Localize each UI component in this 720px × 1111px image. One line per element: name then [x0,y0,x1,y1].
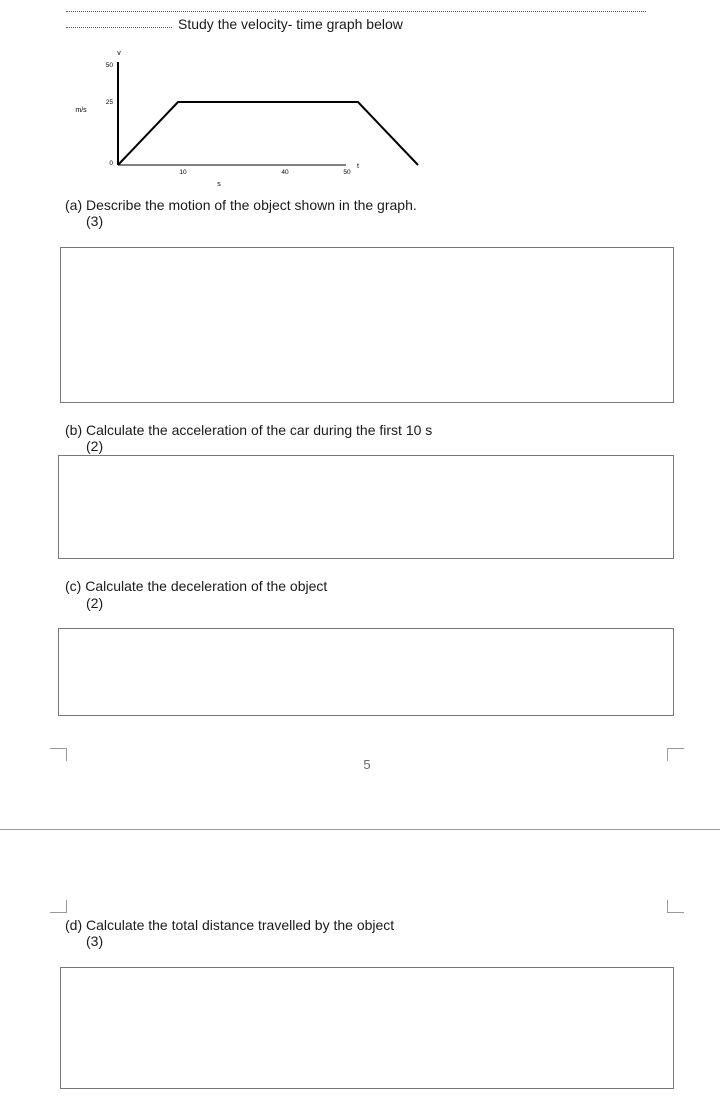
answer-box-a[interactable] [60,247,674,403]
x-tick-label: 40 [281,169,289,176]
x-axis-letter: t [357,163,359,170]
page-number: 5 [363,757,371,772]
question-c-text: (c) Calculate the deceleration of the object [65,578,328,594]
question-d-text: (d) Calculate the total distance travelled by the object [65,917,395,933]
page-break-line [0,829,720,830]
crop-mark-bottom-left [50,748,67,761]
y-tick-label: 25 [105,99,113,106]
y-axis-label: m/s [75,107,87,114]
crop-mark-top-left [50,900,67,913]
crop-mark-top-right [667,900,684,913]
question-d-marks: (3) [86,933,104,949]
question-c-marks: (2) [86,595,104,611]
intro-text: Study the velocity- time graph below [178,16,403,32]
x-axis-label: s [217,181,221,188]
crop-mark-bottom-right [667,748,684,761]
y-tick-label: 50 [105,62,113,69]
question-a-text: (a) Describe the motion of the object shown in the graph. [65,197,417,213]
question-a-marks: (3) [86,213,104,229]
velocity-time-graph [0,0,720,200]
x-tick-label: 10 [179,169,187,176]
y-axis-letter: v [117,50,121,57]
y-tick-label: 0 [109,160,113,167]
question-b-marks: (2) [86,438,104,454]
velocity-series-line [118,102,418,165]
question-b-text: (b) Calculate the acceleration of the car during the first 10 s [65,422,433,438]
x-tick-label: 50 [343,169,351,176]
answer-box-c[interactable] [58,628,674,716]
answer-box-d[interactable] [60,967,674,1089]
answer-box-b[interactable] [58,455,674,559]
